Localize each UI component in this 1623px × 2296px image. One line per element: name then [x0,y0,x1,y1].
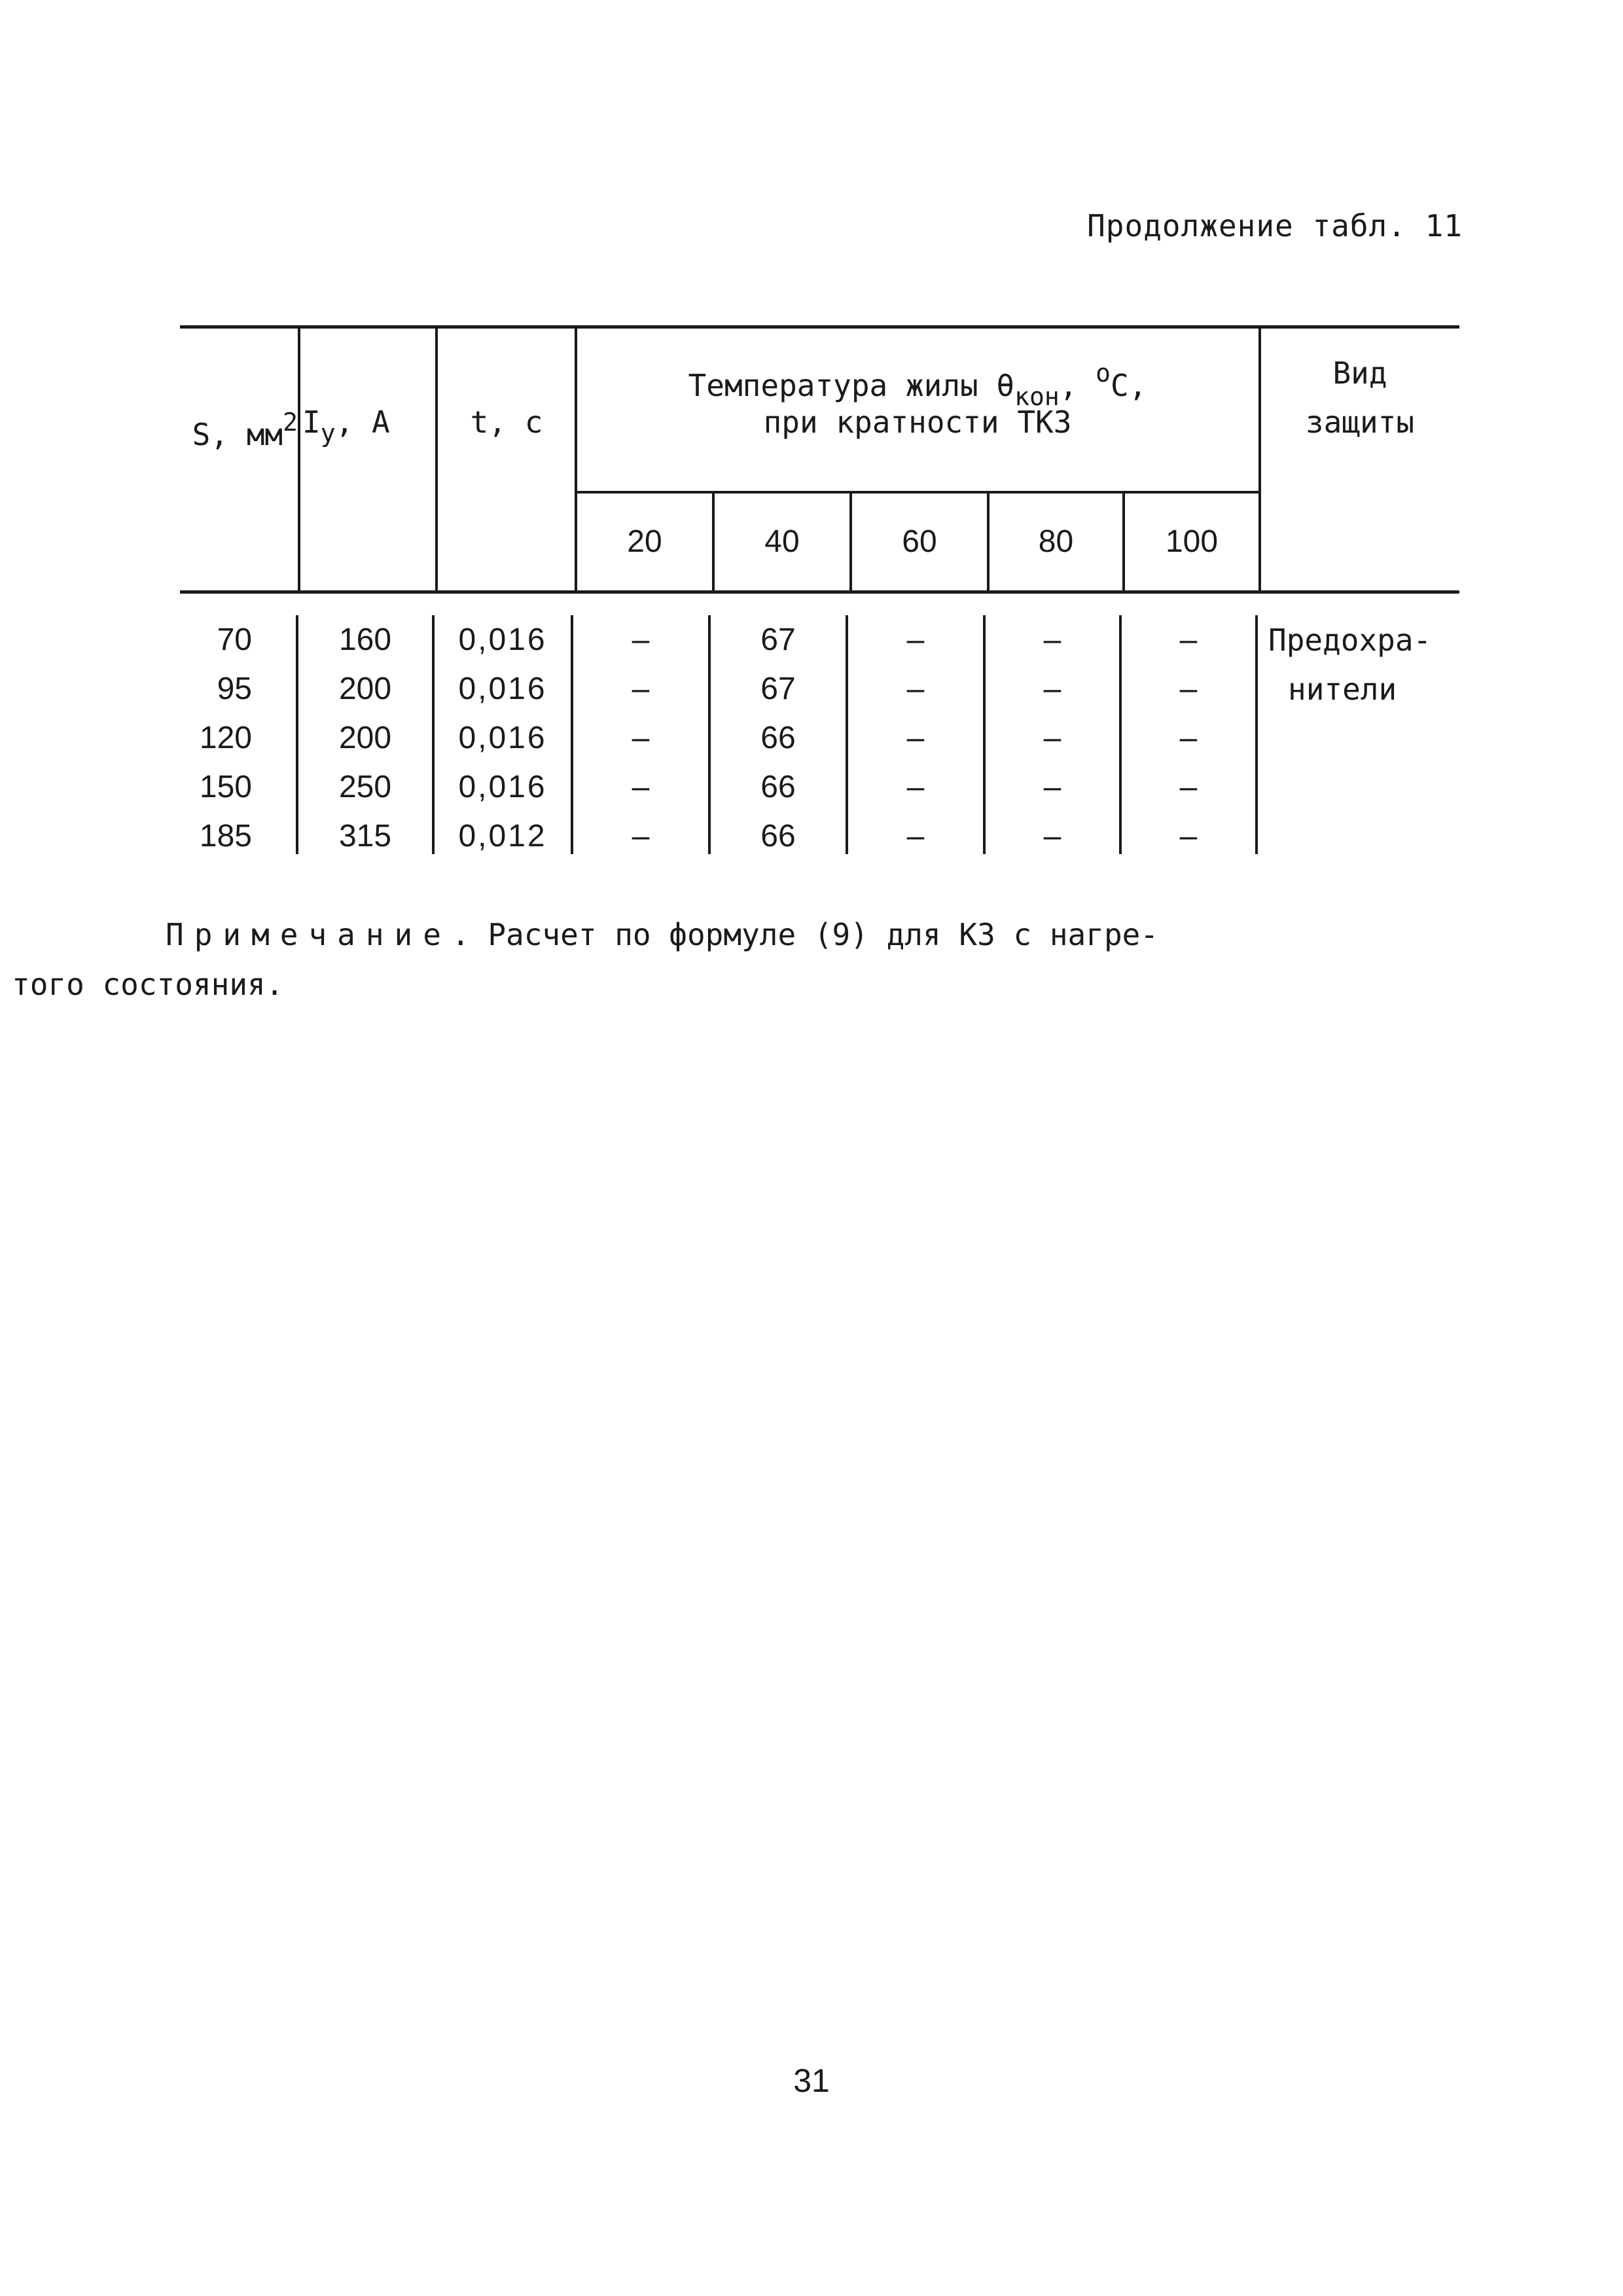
header-protection-line1: Вид [1332,355,1387,391]
header-temp-b: , [1059,368,1096,403]
header-t-text: t, c [470,404,543,440]
note-text-line2: того состояния. [12,967,284,1002]
protection-line2: нители [1288,672,1397,707]
cell-m20: – [632,622,650,657]
header-iy [302,403,433,453]
cell-iy: 200 [338,672,392,706]
cell-iy: 250 [338,770,392,804]
cell-m100: – [1179,819,1198,853]
cell-m100: – [1179,672,1198,706]
cell-m100: – [1179,770,1198,804]
header-iy-sub: у [320,419,336,448]
cell-s: 185 [199,819,252,853]
cell-m20: – [632,770,650,804]
cell-m20: – [632,819,650,853]
header-temperature-line2: при кратности ТКЗ [763,404,1072,440]
cell-m80: – [1043,770,1061,804]
cell-s: 95 [217,672,252,706]
cell-s: 120 [199,721,252,755]
cell-m40: 66 [760,721,796,755]
cell-m40: 67 [760,622,796,657]
header-mult-80: 80 [1038,524,1074,559]
col-divider-1 [298,327,300,592]
header-mult-100: 100 [1165,524,1219,559]
header-mult-60: 60 [902,524,937,559]
table-caption: Продолжение табл. 11 [1087,208,1463,243]
note-text-line1: . Расчет по формуле (9) для КЗ с нагре- [451,917,1159,952]
header-temp-sup: o [1096,359,1111,387]
cell-iy: 200 [338,721,392,755]
note [12,910,1468,1009]
cell-t: 0,012 [458,819,547,853]
page-number: 31 [793,2062,830,2099]
cell-m80: – [1043,622,1061,657]
body-divider-8 [1255,615,1258,854]
cell-m80: – [1043,721,1061,755]
cell-t: 0,016 [458,622,547,657]
header-s [170,403,298,454]
cell-s: 70 [217,622,252,657]
cell-m100: – [1179,622,1198,657]
header-s-text: S, мм [192,417,283,452]
cell-m60: – [906,770,925,804]
cell-t: 0,016 [458,770,547,804]
protection-line1: Предохра- [1268,622,1432,658]
cell-m80: – [1043,672,1061,706]
col-divider-2 [435,327,438,592]
cell-t: 0,016 [458,672,547,706]
cell-m60: – [906,672,925,706]
cell-m40: 66 [760,770,796,804]
col-divider-8 [1258,327,1261,592]
table-top-border [180,325,1459,329]
header-iy-tail: , A [335,404,390,440]
cell-m100: – [1179,721,1198,755]
header-sub-border [576,491,1260,493]
cell-t: 0,016 [458,721,547,755]
header-temp-a: Температура жилы θ [688,368,1015,403]
cell-m60: – [906,819,925,853]
header-iy-main: I [302,404,321,440]
cell-m80: – [1043,819,1061,853]
cell-m20: – [632,721,650,755]
header-bottom-border [180,590,1459,594]
note-label: Примечание [166,917,452,952]
cell-m60: – [906,622,925,657]
cell-m60: – [906,721,925,755]
header-t [438,403,575,442]
cell-m20: – [632,672,650,706]
cell-iy: 160 [338,622,392,657]
cell-m40: 67 [760,672,796,706]
header-mult-20: 20 [627,524,662,559]
cell-m40: 66 [760,819,796,853]
header-mult-40: 40 [764,524,800,559]
header-protection-line2: защиты [1305,404,1415,440]
header-s-sup: 2 [283,408,298,437]
cell-iy: 315 [338,819,392,853]
header-temp-sub: кон [1014,382,1060,411]
header-temp-c: C, [1111,368,1147,403]
cell-s: 150 [199,770,252,804]
